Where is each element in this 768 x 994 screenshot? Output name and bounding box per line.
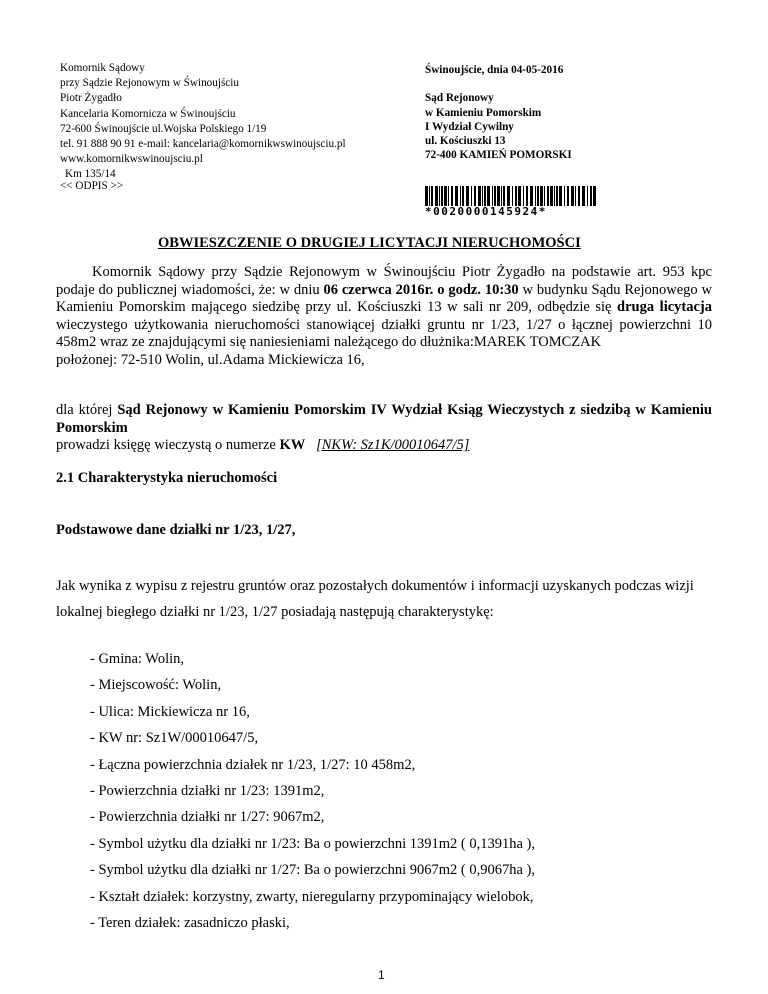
sender-line: www.komornikwswinoujsciu.pl: [60, 153, 203, 166]
list-item: - Łączna powierzchnia działek nr 1/23, 1/27: 10 458m2,: [90, 756, 416, 773]
sender-line: tel. 91 888 90 91 e-mail: kancelaria@komornikwswinoujsciu.pl: [60, 138, 346, 151]
recipient-line: I Wydział Cywilny: [425, 120, 514, 133]
list-item: - Powierzchnia działki nr 1/23: 1391m2,: [90, 783, 325, 800]
recipient-line: 72-400 KAMIEŃ POMORSKI: [425, 149, 572, 162]
list-item: - Miejscowość: Wolin,: [90, 677, 222, 694]
document-title: OBWIESZCZENIE O DRUGIEJ LICYTACJI NIERUCHOMOŚCI: [158, 235, 581, 251]
sender-line: Komornik Sądowy: [60, 62, 145, 74]
sender-block: [60, 61, 346, 183]
land-register-paragraph: [56, 402, 712, 455]
section-heading: 2.1 Charakterystyka nieruchomości: [56, 470, 278, 486]
property-location: położonej: 72-510 Wolin, ul.Adama Mickiewicza 16,: [56, 351, 365, 368]
barcode-bars: [425, 186, 596, 206]
list-item: - Gmina: Wolin,: [90, 651, 185, 667]
odpis-label: << ODPIS >>: [60, 180, 124, 192]
barcode: [425, 186, 596, 218]
recipient-line: Sąd Rejonowy: [425, 92, 494, 105]
page-number: 1: [378, 968, 385, 982]
court-name: Sąd Rejonowy w Kamieniu Pomorskim IV Wydział Ksiąg Wieczystych z siedzibą w Kamieniu Pomorskim: [56, 402, 712, 436]
auction-type: druga licytacja: [617, 299, 713, 315]
recipient-line: w Kamieniu Pomorskim: [425, 106, 542, 119]
list-item: - Powierzchnia działki nr 1/27: 9067m2,: [90, 809, 325, 826]
auction-paragraph: [56, 264, 712, 369]
text-span: w budynku Sądu Rejonowego w Kamieniu Pomorskim mającego siedzibę przy ul. Kościuszki 13 w sali nr 209, odbędzie się: [56, 281, 713, 315]
case-number: Km 135/14: [65, 168, 116, 181]
auction-date: 06 czerwca 2016r. o godz. 10:30: [323, 281, 519, 298]
list-item: - KW nr: Sz1W/00010647/5,: [90, 730, 259, 747]
subsection-heading: Podstawowe dane działki nr 1/23, 1/27,: [56, 522, 296, 538]
barcode-number: *0020000145924*: [425, 205, 547, 218]
characteristics-list: [90, 646, 535, 936]
kw-number-link[interactable]: [NKW: Sz1K/00010647/5]: [316, 437, 470, 453]
list-item: - Symbol użytku dla działki nr 1/27: Ba o powierzchni 9067m2 ( 0,9067ha ),: [90, 862, 535, 879]
recipient-block: [425, 63, 572, 163]
text-span: prowadzi księgę wieczystą o numerze: [56, 437, 280, 453]
sender-line: 72-600 Świnoujście ul.Wojska Polskiego 1/19: [60, 122, 267, 135]
text-span: wieczystego użytkowania nieruchomości stanowiącej działki gruntu nr 1/23, 1/27 o łącznej powierzchni 10 458m2 wraz ze znajdującymi się naniesieniami należącego do dłużnika:MAREK TOMCZAK: [56, 316, 712, 350]
list-item: - Kształt działek: korzystny, zwarty, nieregularny przypominający wielobok,: [90, 888, 534, 905]
list-item: - Ulica: Mickiewicza nr 16,: [90, 703, 250, 720]
document-date: Świnoujście, dnia 04-05-2016: [425, 64, 564, 76]
sender-line: Piotr Żygadło: [60, 92, 122, 105]
characteristics-intro: Jak wynika z wypisu z rejestru gruntów oraz pozostałych dokumentów i informacji uzyskanych podczas wizji lokalnej biegłego działki nr 1/23, 1/27 posiadają następują charakterystykę:: [56, 578, 694, 620]
text-span: dla której: [56, 402, 118, 418]
sender-line: przy Sądzie Rejonowym w Świnoujściu: [60, 77, 239, 90]
kw-label: KW: [279, 437, 306, 453]
list-item: - Symbol użytku dla działki nr 1/23: Ba o powierzchni 1391m2 ( 0,1391ha ),: [90, 835, 535, 852]
text-span: Komornik Sądowy przy Sądzie Rejonowym w Świnoujściu Piotr Żygadło na podstawie art. 953 kpc podaje do publicznej wiadomości, że: w dniu: [56, 264, 712, 298]
list-item: - Teren działek: zasadniczo płaski,: [90, 915, 290, 932]
sender-line: Kancelaria Komornicza w Świnoujściu: [60, 107, 236, 120]
recipient-line: ul. Kościuszki 13: [425, 135, 506, 148]
